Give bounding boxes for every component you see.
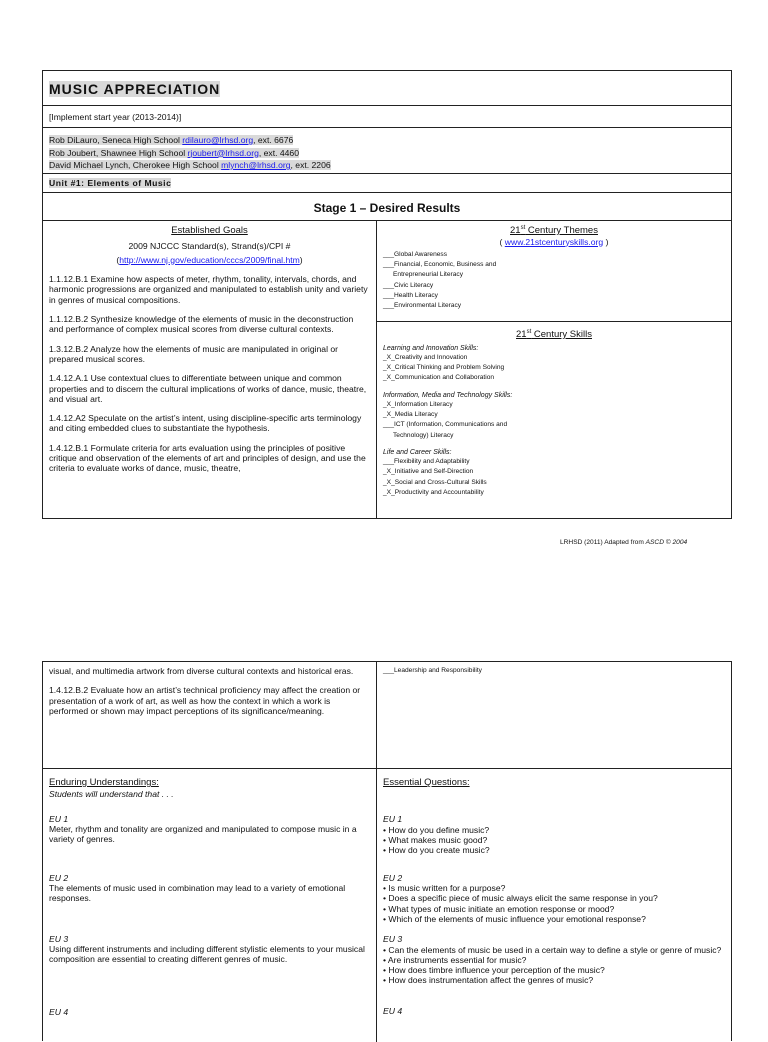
curriculum-table-page-1: [42, 70, 732, 519]
goal-6-continued: visual, and multimedia artwork from diverse cultural contexts and historical eras.: [49, 666, 354, 676]
author-3-email[interactable]: mlynch@lrhsd.org: [221, 160, 291, 170]
author-1-name: Rob DiLauro, Seneca High School: [49, 135, 183, 145]
themes-heading: 21st Century Themes: [510, 225, 598, 237]
curriculum-table-page-2: [42, 661, 732, 1041]
century-themes: [377, 221, 731, 322]
understanding-eu-2: [49, 873, 370, 904]
standard-link-wrap: (http://www.nj.gov/education/cccs/2009/final.htm): [116, 254, 303, 265]
author-1: [49, 135, 293, 145]
author-2: [49, 148, 299, 158]
question-eu-1: [383, 814, 725, 855]
authors-row: [43, 128, 731, 174]
question-eu-2: [383, 873, 725, 925]
implement-row: [43, 106, 731, 128]
skill-item: _X_Critical Thinking and Problem Solving: [383, 364, 505, 372]
skills-group-2-title: Information, Media and Technology Skills:: [383, 391, 513, 399]
skill-item: _X_Communication and Collaboration: [383, 374, 495, 382]
eu-label: EU 1: [383, 814, 403, 825]
goal-5: 1.4.12.A2 Speculate on the artist’s intent, using discipline-specific arts terminology and citing embedded clues to substantiate the hypothesis.: [49, 413, 362, 434]
author-3: [49, 160, 331, 170]
understanding-eu-3: [49, 934, 370, 965]
author-2-name: Rob Joubert, Shawnee High School: [49, 147, 188, 158]
goal-2: 1.1.12.B.2 Synthesize knowledge of the elements of music in the deconstruction and performance of complex musical scores from diverse cultural contexts.: [49, 313, 354, 335]
eu-label: EU 4: [49, 1006, 69, 1017]
21st-century-skills-link[interactable]: www.21stcenturyskills.org: [504, 236, 604, 247]
eu-label: EU 3: [49, 933, 69, 944]
skill-item: Technology) Literacy: [393, 431, 454, 439]
question-line: • How does instrumentation affect the genres of music?: [383, 975, 594, 986]
skill-item-continued: ___Leadership and Responsibility: [383, 667, 482, 674]
theme-item: ___Health Literacy: [383, 291, 438, 299]
goal-3: 1.3.12.B.2 Analyze how the elements of music are manipulated in original or prepared musical scores.: [49, 343, 339, 364]
essential-questions-heading: Essential Questions:: [383, 777, 470, 788]
author-3-ext: , ext. 2206: [290, 160, 331, 170]
theme-item: ___Financial, Economic, Business and: [383, 261, 497, 269]
question-line: • What makes music good?: [383, 835, 488, 846]
established-goals-cell: [43, 221, 377, 518]
goals-continued-cell: [43, 662, 377, 768]
eu-label: EU 2: [383, 872, 403, 883]
unit-row: [43, 174, 731, 193]
skill-item: _X_Initiative and Self-Direction: [383, 468, 474, 476]
themes-skills-cell: [377, 221, 731, 518]
skills-group-1: [383, 353, 725, 384]
author-3-name: David Michael Lynch, Cherokee High School: [49, 160, 222, 170]
question-line: • How do you define music?: [383, 824, 490, 835]
question-line: • Can the elements of music be used in a certain way to define a style or genre of music?: [383, 944, 722, 955]
skills-group-1-title: Learning and Innovation Skills:: [383, 344, 479, 352]
enduring-understandings-heading: Enduring Understandings:: [49, 777, 159, 788]
eu-text: Using different instruments and including different stylistic elements to your musical composition are essential to creating different genres of music.: [49, 943, 365, 965]
themes-list: [383, 250, 725, 311]
skill-item: _X_Media Literacy: [383, 411, 438, 419]
skills-continued-cell: [377, 662, 731, 768]
theme-item: ___Environmental Literacy: [383, 301, 462, 309]
author-2-email[interactable]: rjoubert@lrhsd.org: [187, 147, 259, 158]
stage-title: Stage 1 – Desired Results: [43, 193, 731, 221]
author-1-email[interactable]: rdilauro@lrhsd.org: [182, 135, 254, 145]
eu-label: EU 3: [383, 934, 403, 945]
skill-item: _X_Productivity and Accountability: [383, 488, 484, 496]
skills-group-3: [383, 457, 725, 498]
skill-item: _X_Social and Cross-Cultural Skills: [383, 478, 487, 486]
author-2-ext: , ext. 4460: [258, 147, 299, 158]
question-line: • How does timbre influence your perception of the music?: [383, 965, 605, 976]
unit-title: Unit #1: Elements of Music: [49, 178, 172, 188]
goal-7: 1.4.12.B.2 Evaluate how an artist’s technical proficiency may affect the creation or presentation of a work of art, as well as how the context in which a work is performed or shown may impact perceptions of its significance/meaning.: [49, 685, 361, 716]
understandings-questions-row: [43, 769, 731, 1042]
theme-item: Entrepreneurial Literacy: [393, 271, 464, 279]
goal-1: 1.1.12.B.1 Examine how aspects of meter, rhythm, tonality, intervals, chords, and harmonic progressions are organized and manipulated to establish unity and variety in genres of musical compositions.: [49, 274, 368, 305]
skills-heading: 21st Century Skills: [516, 329, 592, 341]
enduring-understandings-cell: [43, 769, 377, 1042]
eu-label: EU 4: [383, 1005, 403, 1016]
question-line: • Are instruments essential for music?: [383, 954, 527, 965]
course-title-row: [43, 71, 731, 106]
understanding-eu-1: [49, 814, 370, 845]
eu-text: The elements of music used in combination may lead to a variety of emotional responses.: [49, 882, 346, 904]
understanding-eu-4: [49, 1007, 370, 1017]
skill-item: _X_Creativity and Innovation: [383, 353, 468, 361]
skill-item: _X_Information Literacy: [383, 400, 453, 408]
theme-item: ___Global Awareness: [383, 250, 448, 258]
question-line: • What types of music initiate an emotion response or mood?: [383, 903, 615, 914]
question-eu-4: [383, 1006, 725, 1016]
standard-label: 2009 NJCCC Standard(s), Strand(s)/CPI #: [128, 241, 291, 252]
theme-item: ___Civic Literacy: [383, 281, 434, 289]
course-title: MUSIC APPRECIATION: [49, 81, 221, 97]
eu-text: Meter, rhythm and tonality are organized and manipulated to compose music in a variety of genres.: [49, 824, 357, 845]
essential-questions-cell: [377, 769, 731, 1042]
eu-label: EU 2: [49, 872, 69, 883]
skills-group-3-title: Life and Career Skills:: [383, 448, 452, 456]
skills-group-2: [383, 400, 725, 441]
question-line: • How do you create music?: [383, 845, 490, 856]
skill-item: ___Flexibility and Adaptability: [383, 458, 470, 466]
established-goals-heading: Established Goals: [171, 225, 248, 236]
century-skills: [377, 322, 731, 502]
njcccs-link[interactable]: http://www.nj.gov/education/cccs/2009/final.htm: [119, 254, 300, 265]
goal-4: 1.4.12.A.1 Use contextual clues to differentiate between unique and common properties and to discern the cultural implications of works of dance, music, theatre, and visual art.: [49, 373, 367, 404]
question-eu-3: [383, 934, 725, 986]
implement-text: [Implement start year (2013-2014)]: [49, 112, 182, 122]
goals-continued-row: [43, 662, 731, 769]
understandings-intro: Students will understand that . . .: [49, 789, 174, 800]
question-line: • Is music written for a purpose?: [383, 882, 506, 893]
goal-6: 1.4.12.B.1 Formulate criteria for arts evaluation using the principles of positive critique and observation of the elements of art and principles of design, and use the criteria to evaluate works of dance, music, theatre,: [49, 442, 366, 474]
question-line: • Does a specific piece of music always elicit the same response in you?: [383, 893, 658, 904]
page-footer: LRHSD (2011) Adapted from ASCD © 2004: [560, 539, 688, 546]
question-line: • Which of the elements of music influence your emotional response?: [383, 913, 646, 924]
themes-link-wrap: ( www.21stcenturyskills.org ): [499, 236, 609, 247]
skill-item: ___ICT (Information, Communications and: [383, 421, 508, 429]
eu-label: EU 1: [49, 813, 69, 824]
goals-and-skills-row: [43, 221, 731, 518]
author-1-ext: , ext. 6676: [253, 135, 294, 145]
